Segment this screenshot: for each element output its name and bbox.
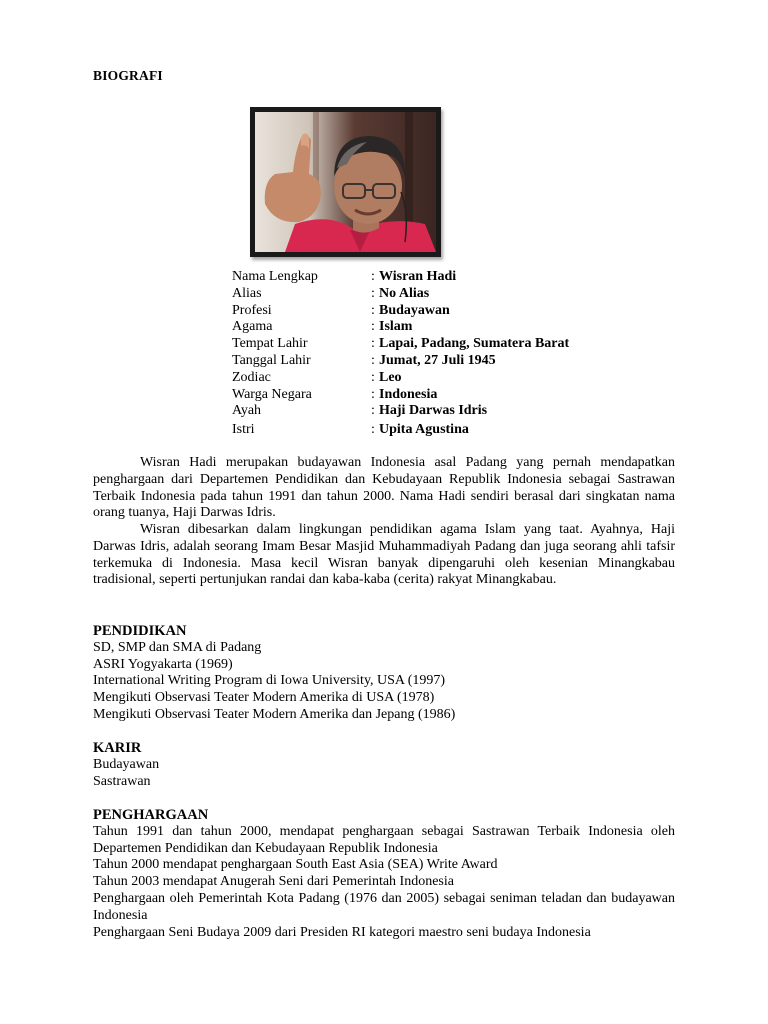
bio-colon: : (371, 336, 375, 352)
bio-value: Upita Agustina (379, 422, 469, 438)
bio-value: Lapai, Padang, Sumatera Barat (379, 336, 570, 352)
background-paragraph: Wisran dibesarkan dalam lingkungan pendidikan agama Islam yang taat. Ayahnya, Haji Darwas Idris, adalah seorang Imam Besar Masjid Muhammadiyah Padang dan juga seorang ahli tafsir terkemuka di Indonesia. Masa kecil Wisran banyak dipengaruhi oleh kesenian Minangkabau tradisional, seperti pertunjukan randai dan kaba-kaba (cerita) rakyat Minangkabau. (93, 522, 675, 588)
list-item: Tahun 2003 mendapat Anugerah Seni dari Pemerintah Indonesia (93, 874, 454, 890)
list-item: ASRI Yogyakarta (1969) (93, 656, 233, 672)
bio-value: Islam (379, 319, 413, 335)
portrait-image (255, 112, 436, 252)
section-karir (93, 740, 675, 790)
bio-colon: : (371, 403, 375, 419)
bio-colon: : (371, 422, 375, 438)
list-item: Sastrawan (93, 773, 151, 789)
bio-colon: : (371, 369, 375, 385)
bio-label: Agama (232, 319, 273, 335)
bio-colon: : (371, 386, 375, 402)
bio-label: Tempat Lahir (232, 336, 308, 352)
list-item: International Writing Program di Iowa University, USA (1997) (93, 673, 446, 689)
bio-label: Alias (232, 285, 262, 301)
bio-value: Leo (379, 369, 402, 385)
list-item: Penghargaan oleh Pemerintah Kota Padang (1976 dan 2005) sebagai seniman teladan dan budayawan Indonesia (93, 890, 675, 923)
section-title-karir: KARIR (93, 740, 142, 756)
list-item: Penghargaan Seni Budaya 2009 dari Presiden RI kategori maestro seni budaya Indonesia (93, 924, 591, 940)
bio-colon: : (371, 285, 375, 301)
bio-label: Ayah (232, 403, 262, 419)
bio-colon: : (371, 352, 375, 368)
section-pendidikan (93, 623, 675, 724)
list-item: Tahun 2000 mendapat penghargaan South East Asia (SEA) Write Award (93, 857, 498, 873)
portrait-photo (250, 107, 441, 257)
intro-paragraph: Wisran Hadi merupakan budayawan Indonesia asal Padang yang pernah mendapatkan penghargaan dari Departemen Pendidikan dan Kebudayaan Republik Indonesia sebagai Sastrawan Terbaik Indonesia pada tahun 1991 dan tahun 2000. Nama Hadi sendiri berasal dari singkatan nama orang tuanya, Haji Darwas Idris. (93, 455, 675, 521)
bio-label: Nama Lengkap (232, 269, 318, 284)
bio-value: Haji Darwas Idris (379, 403, 488, 419)
page-title: BIOGRAFI (93, 68, 163, 83)
bio-colon: : (371, 302, 375, 318)
bio-value: Budayawan (379, 302, 450, 318)
list-item: Mengikuti Observasi Teater Modern Amerika di USA (1978) (93, 690, 435, 706)
bio-colon: : (371, 269, 375, 284)
bio-value: Indonesia (379, 386, 438, 402)
section-title-pendidikan: PENDIDIKAN (93, 623, 187, 639)
bio-label: Istri (232, 422, 255, 438)
list-item: Tahun 1991 dan tahun 2000, mendapat penghargaan sebagai Sastrawan Terbaik Indonesia oleh Departemen Pendidikan dan Kebudayaan Republik Indonesia (93, 823, 675, 856)
bio-value: Wisran Hadi (379, 269, 457, 284)
list-item: SD, SMP dan SMA di Padang (93, 639, 262, 655)
bio-colon: : (371, 319, 375, 335)
bio-label: Warga Negara (232, 386, 312, 402)
bio-label: Zodiac (232, 369, 271, 385)
list-item: Mengikuti Observasi Teater Modern Amerika dan Jepang (1986) (93, 706, 456, 722)
list-item: Budayawan (93, 756, 160, 772)
bio-label: Profesi (232, 302, 272, 318)
section-penghargaan (93, 807, 675, 941)
bio-label: Tanggal Lahir (232, 352, 311, 368)
section-title-penghargaan: PENGHARGAAN (93, 807, 209, 823)
bio-value: No Alias (379, 285, 430, 301)
bio-value: Jumat, 27 Juli 1945 (379, 352, 496, 368)
